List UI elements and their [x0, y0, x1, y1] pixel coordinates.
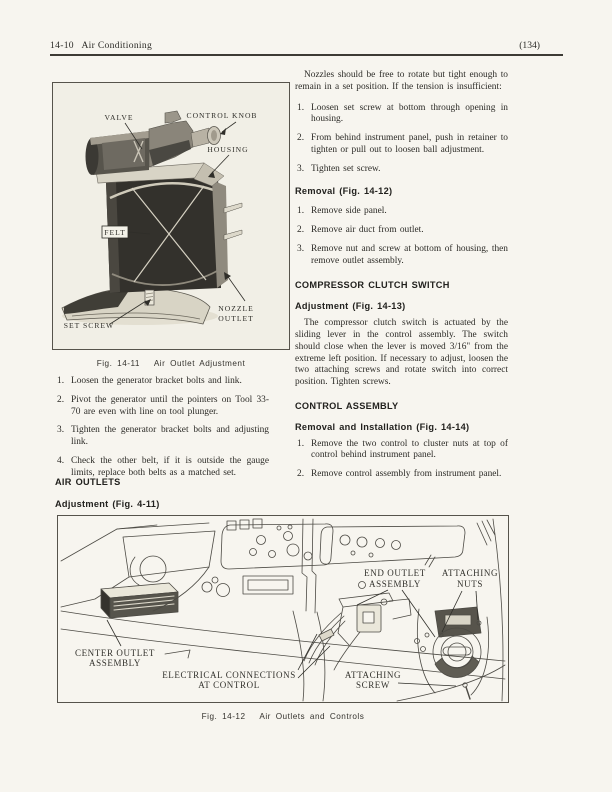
list-item — [295, 225, 508, 237]
step-text: Pivot the generator until the pointers on Tool 33-70 are even with line on tool plunger. — [71, 394, 269, 417]
list-item — [295, 469, 508, 481]
list-item — [55, 395, 269, 419]
step-text: Remove the two control to cluster nuts at top of control behind instrument panel. — [311, 438, 508, 461]
step-text: Check the other belt, if it is outside the gauge limits, replace both belts as a matched set. — [71, 455, 269, 478]
step-number: 2. — [297, 225, 305, 236]
list-item — [295, 103, 508, 127]
adjustment-paragraph: The compressor clutch switch is actuated by the sliding lever in the control assembly. The switch should close when the lever is moved 3/16" from the extreme left position. If necessary to adjust, loosen the two attaching screws and rotate switch into correct position. Tighten screws. — [295, 318, 508, 388]
step-text: Loosen set screw at bottom through opening in housing. — [311, 102, 508, 125]
step-number: 3. — [57, 425, 65, 436]
step-text: Remove air duct from outlet. — [311, 225, 424, 236]
label-electrical-connections: AT CONTROL — [198, 680, 260, 690]
figure2-caption: Fig. 14-12 Air Outlets and Controls — [201, 712, 365, 721]
heading-control-assembly: CONTROL ASSEMBLY — [295, 400, 399, 411]
label-end-outlet-assembly: END OUTLET — [364, 568, 426, 578]
heading-adjustment-fig-14-13: Adjustment (Fig. 14-13) — [295, 301, 406, 312]
label-electrical-connections: ELECTRICAL CONNECTIONS — [162, 670, 296, 680]
label-nozzle-outlet: OUTLET — [218, 314, 254, 323]
intro-paragraph: Nozzles should be free to rotate but tight enough to remain in a set position. If the tension is insufficient: — [295, 70, 508, 92]
label-valve: VALVE — [104, 113, 134, 122]
figure-air-outlet-adjustment — [52, 82, 290, 350]
list-item — [295, 164, 508, 176]
left-column — [55, 376, 269, 487]
step-number: 2. — [297, 133, 305, 144]
figure-air-outlets-and-controls — [57, 515, 509, 703]
list-item — [295, 206, 508, 218]
page-number: (134) — [519, 40, 540, 51]
step-text: Tighten the generator bracket bolts and adjusting link. — [71, 425, 269, 448]
list-item — [55, 425, 269, 449]
heading-compressor-clutch-switch: COMPRESSOR CLUTCH SWITCH — [295, 279, 450, 290]
step-text: Remove side panel. — [311, 206, 387, 217]
label-attaching-screw: ATTACHING — [344, 670, 402, 680]
dashboard-line-illustration — [57, 515, 509, 703]
step-number: 1. — [297, 438, 305, 449]
step-text: Remove nut and screw at bottom of housing, then remove outlet assembly. — [311, 243, 508, 266]
label-attaching-nuts: ATTACHING — [441, 568, 499, 578]
label-center-outlet-assembly: CENTER OUTLET — [74, 648, 156, 658]
label-set-screw: SET SCREW — [63, 321, 115, 330]
heading-removal-installation-fig-14-14: Removal and Installation (Fig. 14-14) — [295, 421, 470, 432]
step-text: Tighten set screw. — [311, 163, 381, 174]
list-item — [295, 439, 508, 463]
step-number: 1. — [297, 102, 305, 113]
label-attaching-nuts: NUTS — [457, 579, 483, 589]
label-attaching-screw: SCREW — [355, 680, 391, 690]
step-number: 1. — [57, 376, 65, 386]
figure1-caption: Fig. 14-11 Air Outlet Adjustment — [96, 359, 246, 368]
heading-removal-fig-14-12: Removal (Fig. 14-12) — [295, 185, 393, 196]
center-outlet-drawing — [101, 583, 178, 618]
header-rule — [50, 54, 563, 56]
label-control-knob: CONTROL KNOB — [186, 111, 258, 120]
air-outlet-photo-illustration — [52, 82, 290, 350]
label-center-outlet-assembly: ASSEMBLY — [89, 658, 141, 668]
subheading-adjustment-fig-4-11: Adjustment (Fig. 4-11) — [55, 499, 160, 509]
step-text: Remove control assembly from instrument panel. — [311, 469, 502, 480]
list-item — [55, 376, 269, 388]
list-item — [295, 244, 508, 268]
step-number: 3. — [297, 243, 305, 254]
label-felt: FELT — [104, 228, 126, 237]
step-text: Loosen the generator bracket bolts and link. — [71, 376, 242, 386]
list-item — [295, 133, 508, 157]
right-column — [295, 70, 508, 488]
step-number: 3. — [297, 163, 305, 174]
label-nozzle-outlet: NOZZLE — [218, 304, 254, 313]
step-number: 4. — [57, 455, 65, 466]
step-number: 2. — [57, 394, 65, 405]
page-header-section: 14-10 Air Conditioning — [50, 40, 153, 51]
step-text: From behind instrument panel, push in retainer to tighten or pull out to loosen ball adjustment. — [311, 133, 508, 155]
step-number: 1. — [297, 206, 305, 217]
label-end-outlet-assembly: ASSEMBLY — [369, 579, 421, 589]
step-number: 2. — [297, 469, 305, 480]
label-housing: HOUSING — [207, 145, 249, 154]
section-heading-air-outlets: AIR OUTLETS — [55, 477, 121, 487]
